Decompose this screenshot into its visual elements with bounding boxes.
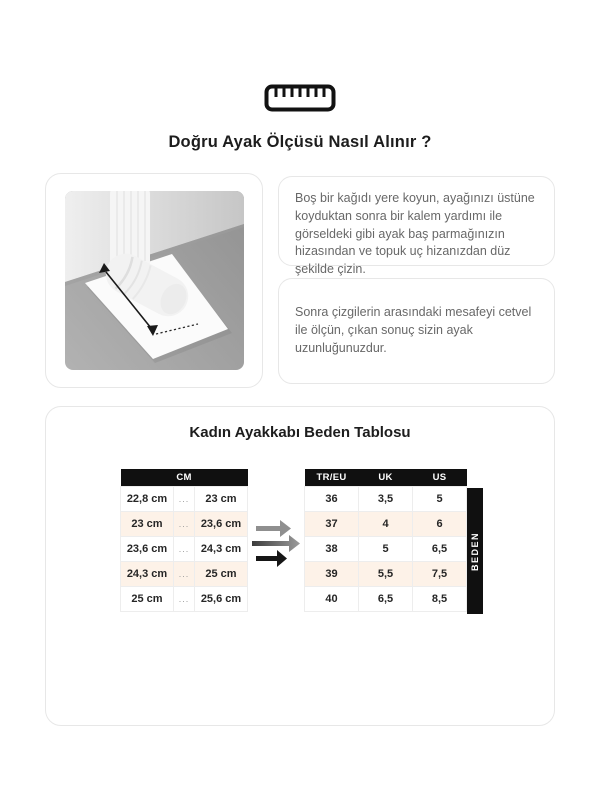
cm-to: 24,3 cm [195,536,248,561]
cm-to: 23 cm [195,486,248,511]
range-separator: ... [174,536,195,561]
page-header [0,0,600,152]
size-uk: 4 [359,511,413,536]
beden-side-label: BEDEN [467,488,483,614]
cm-to: 25 cm [195,561,248,586]
measure-section [45,173,555,388]
instruction-step-1-text: Boş bir kağıdı yere koyun, ayağınızı üstüne koyduktan sonra bir kalem yardımı ile görseldeki gibi ayak baş parmağınızın hizasından ve topuk uç hizanızdan düz şekilde çizin. [295,191,535,276]
cm-from: 24,3 cm [121,561,174,586]
table-row [305,511,467,536]
cm-from: 25 cm [121,586,174,611]
size-tr-eu: 37 [305,511,359,536]
size-tr-eu: 36 [305,486,359,511]
table-row [121,561,248,586]
range-separator: ... [174,486,195,511]
cm-from: 23,6 cm [121,536,174,561]
range-separator: ... [174,561,195,586]
foot-on-paper-illustration [65,191,244,370]
size-us: 6,5 [413,536,467,561]
page-title: Doğru Ayak Ölçüsü Nasıl Alınır ? [168,133,432,151]
cm-from: 22,8 cm [121,486,174,511]
table-row [121,586,248,611]
size-uk: 3,5 [359,486,413,511]
size-us: 6 [413,511,467,536]
instructions-column [278,176,555,388]
cm-to: 25,6 cm [195,586,248,611]
size-us: 7,5 [413,561,467,586]
instruction-step-2-text: Sonra çizgilerin arasındaki mesafeyi cetvel ile ölçün, çıkan sonuç sizin ayak uzunluğunuzdur. [295,305,532,355]
size-table-card [45,406,555,726]
table-row [121,536,248,561]
cm-from: 23 cm [121,511,174,536]
intl-table-header-row [305,469,467,486]
range-separator: ... [174,586,195,611]
col-header-tr-eu: TR/EU [305,469,359,486]
cm-table [120,469,248,612]
table-row [121,511,248,536]
transfer-arrows-icon [252,517,308,576]
intl-size-block [304,469,483,614]
size-table-title: Kadın Ayakkabı Beden Tablosu [189,424,411,441]
cm-table-header: CM [121,469,248,486]
col-header-us: US [413,469,467,486]
table-row [305,561,467,586]
size-uk: 5 [359,536,413,561]
table-row [305,586,467,611]
instruction-step-1 [278,176,555,276]
size-us: 5 [413,486,467,511]
intl-size-table [304,469,467,612]
table-row [305,536,467,561]
size-tr-eu: 38 [305,536,359,561]
range-separator: ... [174,511,195,536]
ruler-icon [0,84,600,112]
foot-measure-photo [45,173,263,388]
size-uk: 5,5 [359,561,413,586]
instruction-step-2 [278,278,555,384]
table-row [121,486,248,511]
size-tr-eu: 40 [305,586,359,611]
col-header-uk: UK [359,469,413,486]
cm-table-header-row [121,469,248,486]
size-us: 8,5 [413,586,467,611]
size-uk: 6,5 [359,586,413,611]
table-row [305,486,467,511]
cm-to: 23,6 cm [195,511,248,536]
size-tr-eu: 39 [305,561,359,586]
